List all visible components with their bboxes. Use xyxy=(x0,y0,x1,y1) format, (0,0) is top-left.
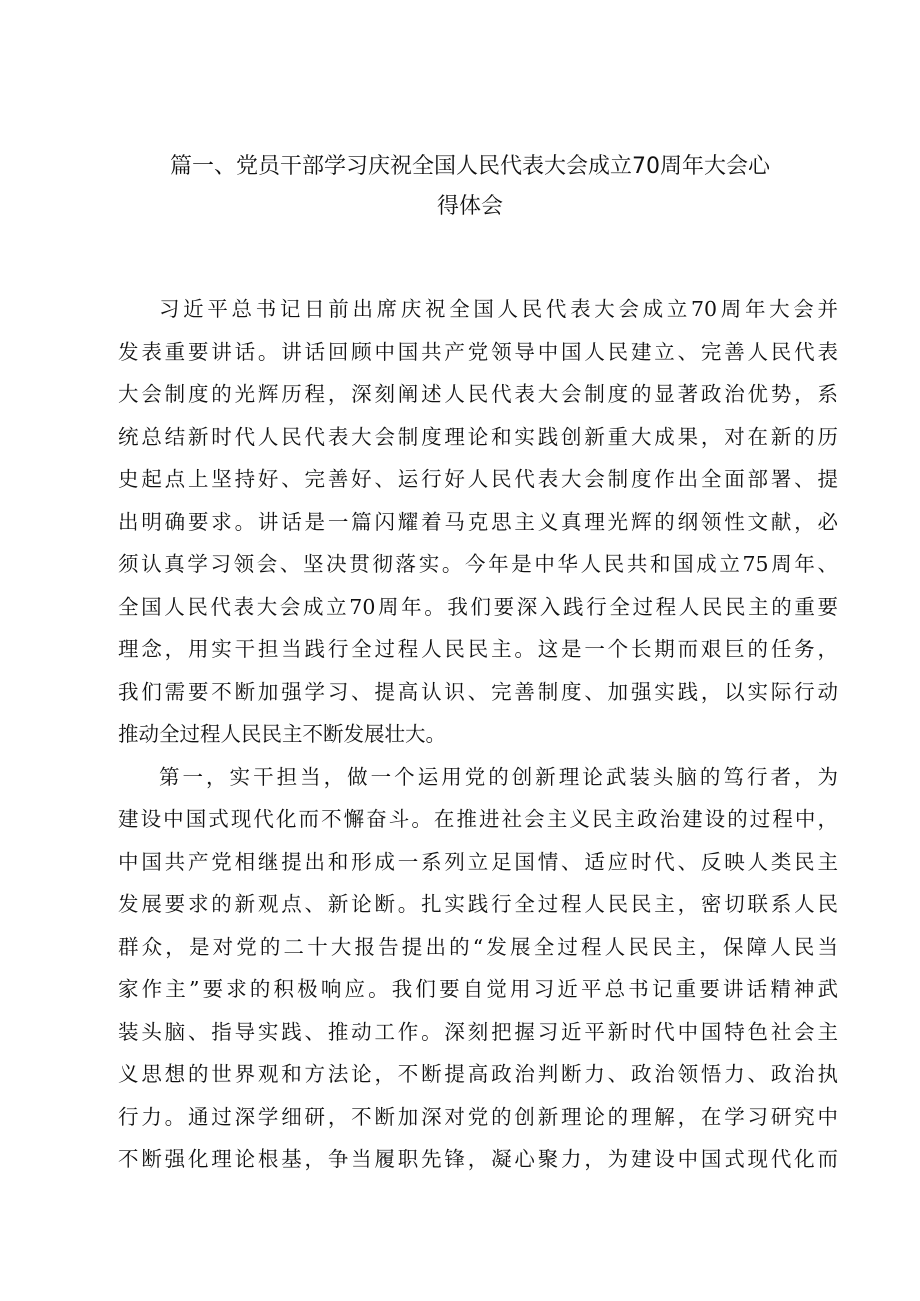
title-line: 篇一、党员干部学习庆祝全国人民代表大会成立70周年大会心 xyxy=(170,154,770,179)
paragraph-line: 出明确要求。讲话是一篇闪耀着马克思主义真理光辉的纲领性文献，必 xyxy=(118,509,838,534)
paragraph-line: 中国共产党相继提出和形成一系列立足国情、适应时代、反映人类民主 xyxy=(118,849,838,874)
paragraph-line: 习近平总书记日前出席庆祝全国人民代表大会成立70周年大会并 xyxy=(159,297,838,321)
title-line: 得体会 xyxy=(436,194,503,219)
paragraph-line: 发展要求的新观点、新论断。扎实践行全过程人民民主，密切联系人民 xyxy=(118,892,838,916)
paragraph-line: 大会制度的光辉历程，深刻阐述人民代表大会制度的显著政治优势，系 xyxy=(118,382,838,406)
paragraph-line: 义思想的世界观和方法论，不断提高政治判断力、政治领悟力、政治执 xyxy=(118,1062,838,1086)
paragraph-line: 家作主”要求的积极响应。我们要自觉用习近平总书记重要讲话精神武 xyxy=(118,977,838,1001)
paragraph-2 xyxy=(118,756,838,1181)
paragraph-line: 装头脑、指导实践、推动工作。深刻把握习近平新时代中国特色社会主 xyxy=(118,1019,838,1044)
paragraph-line: 行力。通过深学细研，不断加深对党的创新理论的理解，在学习研究中 xyxy=(118,1104,838,1129)
paragraph-line: 不断强化理论根基，争当履职先锋，凝心聚力，为建设中国式现代化而 xyxy=(118,1147,838,1171)
document-body xyxy=(118,288,838,1181)
paragraph-line: 统总结新时代人民代表大会制度理论和实践创新重大成果，对在新的历 xyxy=(118,424,838,449)
paragraph-line: 建设中国式现代化而不懈奋斗。在推进社会主义民主政治建设的过程中， xyxy=(118,807,838,831)
paragraph-line: 群众，是对党的二十大报告提出的“发展全过程人民民主，保障人民当 xyxy=(118,934,838,959)
paragraph-1 xyxy=(118,288,838,756)
paragraph-line: 我们需要不断加强学习、提高认识、完善制度、加强实践，以实际行动 xyxy=(118,679,838,704)
document-title xyxy=(120,147,820,227)
paragraph-line: 须认真学习领会、坚决贯彻落实。今年是中华人民共和国成立75周年、 xyxy=(118,552,838,576)
paragraph-line: 全国人民代表大会成立70周年。我们要深入践行全过程人民民主的重要 xyxy=(118,594,838,619)
paragraph-line: 第一，实干担当，做一个运用党的创新理论武装头脑的笃行者，为 xyxy=(159,764,838,789)
paragraph-line: 史起点上坚持好、完善好、运行好人民代表大会制度作出全面部署、提 xyxy=(118,467,838,491)
paragraph-line: 推动全过程人民民主不断发展壮大。 xyxy=(118,722,446,746)
paragraph-line: 理念，用实干担当践行全过程人民民主。这是一个长期而艰巨的任务， xyxy=(118,637,838,661)
paragraph-line: 发表重要讲话。讲话回顾中国共产党领导中国人民建立、完善人民代表 xyxy=(118,339,838,364)
